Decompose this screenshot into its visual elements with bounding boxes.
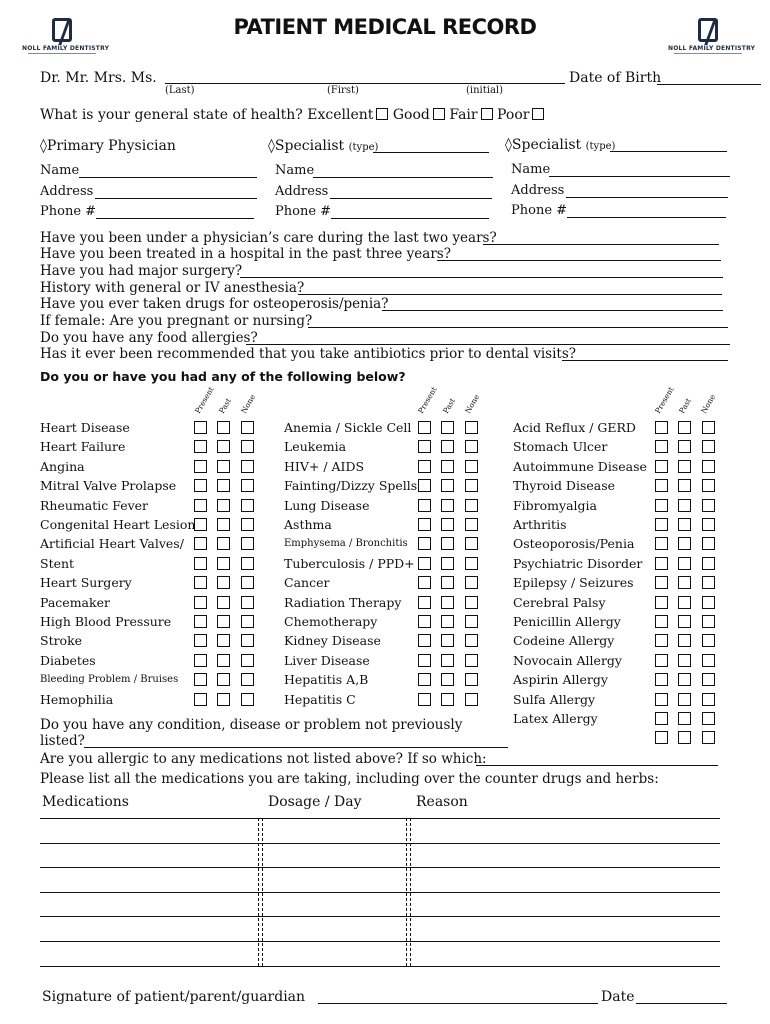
condition-label: Asthma bbox=[284, 517, 332, 532]
past-checkbox[interactable] bbox=[217, 596, 230, 609]
present-checkbox[interactable] bbox=[194, 557, 207, 570]
present-checkbox[interactable] bbox=[655, 673, 668, 686]
past-checkbox[interactable] bbox=[678, 712, 691, 725]
past-checkbox[interactable] bbox=[441, 654, 454, 667]
specialist2-phone-label: Phone # bbox=[511, 203, 568, 218]
question-other-condition: Do you have any condition, disease or problem not previously bbox=[40, 717, 463, 733]
present-checkbox[interactable] bbox=[194, 615, 207, 628]
past-checkbox[interactable] bbox=[441, 596, 454, 609]
present-checkbox[interactable] bbox=[655, 557, 668, 570]
present-checkbox[interactable] bbox=[194, 693, 207, 706]
none-checkbox[interactable] bbox=[465, 518, 478, 531]
past-checkbox[interactable] bbox=[441, 557, 454, 570]
present-checkbox[interactable] bbox=[655, 615, 668, 628]
other-condition-field[interactable] bbox=[84, 747, 508, 748]
first-name-caption: (First) bbox=[327, 85, 359, 96]
none-checkbox[interactable] bbox=[465, 693, 478, 706]
physician-address-field[interactable] bbox=[95, 198, 257, 199]
condition-label: Congenital Heart Lesion bbox=[40, 517, 196, 532]
past-checkbox[interactable] bbox=[217, 479, 230, 492]
logo-text: NOLL FAMILY DENTISTRY bbox=[22, 45, 110, 52]
none-checkbox[interactable] bbox=[702, 634, 715, 647]
condition-label: High Blood Pressure bbox=[40, 614, 172, 629]
dob-label: Date of Birth bbox=[569, 70, 662, 86]
answer-field[interactable] bbox=[437, 260, 721, 261]
signature-field[interactable] bbox=[318, 1003, 598, 1004]
present-checkbox[interactable] bbox=[655, 731, 668, 744]
logo-text: NOLL FAMILY DENTISTRY bbox=[668, 45, 756, 52]
none-checkbox[interactable] bbox=[702, 596, 715, 609]
medication-row-line[interactable] bbox=[40, 892, 720, 893]
medication-row-line[interactable] bbox=[40, 916, 720, 917]
initial-caption: (initial) bbox=[466, 85, 504, 96]
none-checkbox[interactable] bbox=[702, 712, 715, 725]
specialist2-phone-field[interactable] bbox=[567, 217, 726, 218]
past-checkbox[interactable] bbox=[441, 440, 454, 453]
last-name-caption: (Last) bbox=[165, 85, 195, 96]
condition-label: HIV+ / AIDS bbox=[284, 458, 365, 474]
condition-label: Heart Disease bbox=[40, 420, 130, 435]
answer-field[interactable] bbox=[298, 294, 722, 295]
none-checkbox[interactable] bbox=[465, 596, 478, 609]
condition-label: Emphysema / Bronchitis bbox=[284, 538, 408, 550]
present-checkbox[interactable] bbox=[418, 421, 431, 434]
none-checkbox[interactable] bbox=[702, 499, 715, 512]
present-checkbox[interactable] bbox=[655, 576, 668, 589]
past-checkbox[interactable] bbox=[678, 634, 691, 647]
past-checkbox[interactable] bbox=[441, 576, 454, 589]
past-checkbox[interactable] bbox=[678, 518, 691, 531]
present-checkbox[interactable] bbox=[655, 634, 668, 647]
condition-label: Fibromyalgia bbox=[513, 497, 597, 513]
none-checkbox[interactable] bbox=[465, 654, 478, 667]
present-checkbox[interactable] bbox=[418, 654, 431, 667]
condition-label: Osteoporosis/Penia bbox=[513, 536, 635, 552]
none-header: None bbox=[239, 392, 258, 415]
condition-label: Angina bbox=[40, 458, 85, 474]
specialist1-name-field[interactable] bbox=[313, 177, 493, 178]
dosage-header: Dosage / Day bbox=[268, 794, 362, 810]
condition-label: Leukemia bbox=[284, 439, 347, 455]
physician-name-field[interactable] bbox=[79, 177, 257, 178]
none-checkbox[interactable] bbox=[465, 557, 478, 570]
conditions-heading: Do you or have you had any of the following below? bbox=[40, 369, 406, 384]
condition-label: Cerebral Palsy bbox=[513, 594, 606, 610]
signature-label: Signature of patient/parent/guardian bbox=[42, 989, 306, 1005]
past-checkbox[interactable] bbox=[441, 615, 454, 628]
present-checkbox[interactable] bbox=[655, 479, 668, 492]
condition-label: Hemophilia bbox=[40, 691, 114, 707]
past-header: Past bbox=[677, 396, 694, 415]
condition-label: Psychiatric Disorder bbox=[513, 555, 643, 571]
none-checkbox[interactable] bbox=[702, 460, 715, 473]
none-header: None bbox=[463, 392, 482, 415]
past-checkbox[interactable] bbox=[678, 615, 691, 628]
medication-allergy-field[interactable] bbox=[476, 765, 718, 766]
none-checkbox[interactable] bbox=[241, 615, 254, 628]
present-checkbox[interactable] bbox=[418, 615, 431, 628]
reason-header: Reason bbox=[416, 794, 468, 810]
answer-field[interactable] bbox=[382, 310, 723, 311]
none-checkbox[interactable] bbox=[241, 479, 254, 492]
present-checkbox[interactable] bbox=[418, 673, 431, 686]
present-checkbox[interactable] bbox=[418, 518, 431, 531]
question-osteoporosis-drugs: Have you ever taken drugs for osteoperosis/penia? bbox=[40, 296, 389, 312]
past-checkbox[interactable] bbox=[217, 499, 230, 512]
column-separator bbox=[406, 818, 411, 966]
present-checkbox[interactable] bbox=[194, 499, 207, 512]
none-checkbox[interactable] bbox=[241, 440, 254, 453]
question-surgery: Have you had major surgery? bbox=[40, 263, 243, 279]
checkbox[interactable] bbox=[481, 108, 493, 120]
specialist2-address-field[interactable] bbox=[566, 197, 728, 198]
present-checkbox[interactable] bbox=[194, 460, 207, 473]
present-checkbox[interactable] bbox=[655, 712, 668, 725]
none-checkbox[interactable] bbox=[465, 421, 478, 434]
present-header: Present bbox=[193, 385, 216, 415]
specialist1-phone-label: Phone # bbox=[275, 204, 332, 219]
condition-label: Liver Disease bbox=[284, 652, 370, 668]
present-checkbox[interactable] bbox=[418, 537, 431, 550]
medication-row-line[interactable] bbox=[40, 818, 720, 819]
past-checkbox[interactable] bbox=[678, 460, 691, 473]
dob-field[interactable] bbox=[657, 84, 761, 85]
past-checkbox[interactable] bbox=[678, 440, 691, 453]
condition-label: Hepatitis C bbox=[284, 691, 356, 707]
question-anesthesia: History with general or IV anesthesia? bbox=[40, 280, 305, 296]
present-checkbox[interactable] bbox=[418, 460, 431, 473]
none-checkbox[interactable] bbox=[241, 557, 254, 570]
physician-name-label: Name bbox=[40, 163, 80, 178]
specialist2-name-field[interactable] bbox=[549, 176, 730, 177]
patient-name-field[interactable] bbox=[165, 83, 565, 84]
none-checkbox[interactable] bbox=[702, 557, 715, 570]
present-header: Present bbox=[416, 385, 439, 415]
none-checkbox[interactable] bbox=[702, 731, 715, 744]
condition-label: Novocain Allergy bbox=[513, 652, 622, 668]
condition-label: Rheumatic Fever bbox=[40, 497, 149, 513]
present-checkbox[interactable] bbox=[655, 654, 668, 667]
present-checkbox[interactable] bbox=[418, 499, 431, 512]
answer-field[interactable] bbox=[308, 327, 728, 328]
none-checkbox[interactable] bbox=[465, 440, 478, 453]
present-checkbox[interactable] bbox=[194, 479, 207, 492]
past-checkbox[interactable] bbox=[441, 518, 454, 531]
checkbox[interactable] bbox=[376, 108, 388, 120]
none-checkbox[interactable] bbox=[465, 460, 478, 473]
past-checkbox[interactable] bbox=[678, 557, 691, 570]
present-checkbox[interactable] bbox=[655, 537, 668, 550]
question-hospital: Have you been treated in a hospital in the past three years? bbox=[40, 246, 451, 262]
past-checkbox[interactable] bbox=[441, 499, 454, 512]
condition-label: Codeine Allergy bbox=[513, 633, 615, 649]
present-checkbox[interactable] bbox=[194, 654, 207, 667]
present-checkbox[interactable] bbox=[418, 596, 431, 609]
past-checkbox[interactable] bbox=[217, 693, 230, 706]
present-checkbox[interactable] bbox=[194, 634, 207, 647]
date-field[interactable] bbox=[636, 1003, 727, 1004]
checkbox[interactable] bbox=[532, 108, 544, 120]
condition-label: Thyroid Disease bbox=[513, 478, 616, 494]
none-header: None bbox=[699, 392, 718, 415]
salutation-label: Dr. Mr. Mrs. Ms. bbox=[40, 70, 157, 86]
physician-phone-field[interactable] bbox=[96, 218, 254, 219]
past-checkbox[interactable] bbox=[441, 460, 454, 473]
past-header: Past bbox=[441, 396, 458, 415]
present-checkbox[interactable] bbox=[655, 440, 668, 453]
none-checkbox[interactable] bbox=[241, 576, 254, 589]
none-checkbox[interactable] bbox=[241, 537, 254, 550]
date-label: Date bbox=[601, 989, 635, 1005]
medication-row-line[interactable] bbox=[40, 843, 720, 844]
question-pregnant: If female: Are you pregnant or nursing? bbox=[40, 313, 313, 329]
past-checkbox[interactable] bbox=[441, 693, 454, 706]
present-checkbox[interactable] bbox=[194, 596, 207, 609]
specialist2-name-label: Name bbox=[511, 162, 551, 177]
medications-instruction: Please list all the medications you are taking, including over the counter drugs and herbs: bbox=[40, 771, 659, 787]
past-checkbox[interactable] bbox=[678, 673, 691, 686]
health-option-good[interactable]: Good bbox=[393, 107, 445, 123]
none-checkbox[interactable] bbox=[465, 479, 478, 492]
none-checkbox[interactable] bbox=[702, 576, 715, 589]
condition-label: Aspirin Allergy bbox=[513, 672, 608, 688]
past-checkbox[interactable] bbox=[678, 576, 691, 589]
physician-address-label: Address bbox=[40, 184, 94, 199]
condition-label: Mitral Valve Prolapse bbox=[40, 478, 177, 494]
past-checkbox[interactable] bbox=[441, 673, 454, 686]
specialist-heading-2: ◊Specialist (type) bbox=[505, 137, 616, 153]
past-checkbox[interactable] bbox=[217, 673, 230, 686]
past-checkbox[interactable] bbox=[441, 537, 454, 550]
past-checkbox[interactable] bbox=[678, 596, 691, 609]
condition-label: Bleeding Problem / Bruises bbox=[40, 674, 179, 686]
condition-label: Arthritis bbox=[513, 517, 567, 532]
past-checkbox[interactable] bbox=[678, 479, 691, 492]
answer-field[interactable] bbox=[246, 344, 730, 345]
condition-label: Epilepsy / Seizures bbox=[513, 575, 634, 591]
condition-label: Diabetes bbox=[40, 652, 96, 668]
past-checkbox[interactable] bbox=[217, 615, 230, 628]
past-checkbox[interactable] bbox=[678, 537, 691, 550]
past-checkbox[interactable] bbox=[217, 557, 230, 570]
medications-header: Medications bbox=[42, 794, 129, 810]
none-checkbox[interactable] bbox=[465, 615, 478, 628]
present-checkbox[interactable] bbox=[418, 479, 431, 492]
none-checkbox[interactable] bbox=[241, 518, 254, 531]
condition-label: Penicillin Allergy bbox=[513, 614, 621, 629]
condition-label: Cancer bbox=[284, 575, 330, 591]
primary-physician-heading: ◊Primary Physician bbox=[40, 138, 176, 154]
answer-field[interactable] bbox=[483, 244, 719, 245]
question-food-allergies: Do you have any food allergies? bbox=[40, 330, 258, 346]
specialist1-address-field[interactable] bbox=[330, 198, 492, 199]
question-physician-care: Have you been under a physician’s care during the last two years? bbox=[40, 230, 497, 246]
past-checkbox[interactable] bbox=[678, 693, 691, 706]
medication-row-line[interactable] bbox=[40, 867, 720, 868]
none-checkbox[interactable] bbox=[702, 654, 715, 667]
condition-label: Kidney Disease bbox=[284, 633, 381, 649]
condition-label: Tuberculosis / PPD+ bbox=[284, 555, 415, 571]
specialist-type-field-2[interactable] bbox=[610, 151, 727, 152]
none-checkbox[interactable] bbox=[702, 421, 715, 434]
condition-label: Heart Failure bbox=[40, 439, 126, 455]
past-checkbox[interactable] bbox=[441, 421, 454, 434]
none-checkbox[interactable] bbox=[465, 634, 478, 647]
none-checkbox[interactable] bbox=[241, 654, 254, 667]
past-checkbox[interactable] bbox=[678, 499, 691, 512]
past-header: Past bbox=[217, 396, 234, 415]
health-option-poor[interactable]: Poor bbox=[497, 107, 544, 123]
past-checkbox[interactable] bbox=[678, 654, 691, 667]
page-title: PATIENT MEDICAL RECORD bbox=[233, 15, 537, 39]
medication-row-line[interactable] bbox=[40, 941, 720, 942]
none-checkbox[interactable] bbox=[241, 460, 254, 473]
condition-label: Lung Disease bbox=[284, 497, 370, 513]
condition-label: Radiation Therapy bbox=[284, 594, 402, 610]
none-checkbox[interactable] bbox=[702, 615, 715, 628]
present-checkbox[interactable] bbox=[655, 693, 668, 706]
past-checkbox[interactable] bbox=[217, 460, 230, 473]
present-checkbox[interactable] bbox=[194, 440, 207, 453]
question-other-condition-cont: listed? bbox=[40, 733, 85, 749]
question-medication-allergy: Are you allergic to any medications not listed above? If so which: bbox=[40, 751, 487, 767]
none-checkbox[interactable] bbox=[702, 440, 715, 453]
condition-label: Anemia / Sickle Cell bbox=[284, 420, 412, 435]
condition-label: Fainting/Dizzy Spells bbox=[284, 478, 418, 494]
past-checkbox[interactable] bbox=[217, 518, 230, 531]
none-checkbox[interactable] bbox=[702, 673, 715, 686]
none-checkbox[interactable] bbox=[702, 537, 715, 550]
specialist2-address-label: Address bbox=[511, 183, 565, 198]
past-checkbox[interactable] bbox=[217, 654, 230, 667]
answer-field[interactable] bbox=[240, 277, 723, 278]
none-checkbox[interactable] bbox=[702, 693, 715, 706]
present-header: Present bbox=[653, 385, 676, 415]
present-checkbox[interactable] bbox=[655, 596, 668, 609]
condition-label: Stent bbox=[40, 555, 75, 571]
past-checkbox[interactable] bbox=[217, 440, 230, 453]
specialist1-phone-field[interactable] bbox=[331, 218, 489, 219]
specialist1-name-label: Name bbox=[275, 163, 315, 178]
past-checkbox[interactable] bbox=[678, 421, 691, 434]
past-checkbox[interactable] bbox=[217, 421, 230, 434]
present-checkbox[interactable] bbox=[418, 576, 431, 589]
present-checkbox[interactable] bbox=[655, 421, 668, 434]
column-separator bbox=[258, 818, 263, 966]
present-checkbox[interactable] bbox=[655, 518, 668, 531]
past-checkbox[interactable] bbox=[678, 731, 691, 744]
none-checkbox[interactable] bbox=[702, 518, 715, 531]
medication-row-line[interactable] bbox=[40, 966, 720, 967]
past-checkbox[interactable] bbox=[217, 576, 230, 589]
health-option-excellent[interactable]: Excellent bbox=[307, 107, 388, 123]
none-checkbox[interactable] bbox=[465, 499, 478, 512]
condition-label: Chemotherapy bbox=[284, 614, 378, 629]
specialist1-address-label: Address bbox=[275, 184, 329, 199]
present-checkbox[interactable] bbox=[655, 460, 668, 473]
none-checkbox[interactable] bbox=[702, 479, 715, 492]
past-checkbox[interactable] bbox=[217, 537, 230, 550]
condition-label: Artificial Heart Valves/ bbox=[40, 536, 184, 552]
specialist-type-field-1[interactable] bbox=[373, 152, 489, 153]
past-checkbox[interactable] bbox=[441, 634, 454, 647]
condition-label: Pacemaker bbox=[40, 594, 110, 610]
present-checkbox[interactable] bbox=[655, 499, 668, 512]
present-checkbox[interactable] bbox=[194, 537, 207, 550]
specialist-heading-1: ◊Specialist (type) bbox=[268, 138, 379, 154]
answer-field[interactable] bbox=[562, 360, 728, 361]
past-checkbox[interactable] bbox=[217, 634, 230, 647]
none-checkbox[interactable] bbox=[241, 693, 254, 706]
condition-label: Stroke bbox=[40, 633, 83, 649]
present-checkbox[interactable] bbox=[418, 693, 431, 706]
none-checkbox[interactable] bbox=[241, 673, 254, 686]
present-checkbox[interactable] bbox=[194, 673, 207, 686]
health-row bbox=[40, 107, 544, 123]
present-checkbox[interactable] bbox=[194, 421, 207, 434]
health-option-fair[interactable]: Fair bbox=[449, 107, 492, 123]
condition-label: Latex Allergy bbox=[513, 711, 598, 726]
condition-label: Autoimmune Disease bbox=[513, 458, 647, 474]
past-checkbox[interactable] bbox=[441, 479, 454, 492]
condition-label: Hepatitis A,B bbox=[284, 672, 369, 688]
condition-label: Sulfa Allergy bbox=[513, 691, 596, 707]
none-checkbox[interactable] bbox=[241, 499, 254, 512]
present-checkbox[interactable] bbox=[418, 557, 431, 570]
physician-phone-label: Phone # bbox=[40, 204, 97, 219]
none-checkbox[interactable] bbox=[241, 634, 254, 647]
condition-label: Stomach Ulcer bbox=[513, 439, 608, 455]
health-question: What is your general state of health? bbox=[40, 107, 303, 123]
none-checkbox[interactable] bbox=[465, 537, 478, 550]
present-checkbox[interactable] bbox=[418, 440, 431, 453]
question-antibiotics: Has it ever been recommended that you take antibiotics prior to dental visits? bbox=[40, 346, 576, 362]
checkbox[interactable] bbox=[433, 108, 445, 120]
present-checkbox[interactable] bbox=[418, 634, 431, 647]
none-checkbox[interactable] bbox=[465, 673, 478, 686]
none-checkbox[interactable] bbox=[241, 596, 254, 609]
present-checkbox[interactable] bbox=[194, 518, 207, 531]
condition-label: Acid Reflux / GERD bbox=[513, 420, 636, 435]
none-checkbox[interactable] bbox=[465, 576, 478, 589]
present-checkbox[interactable] bbox=[194, 576, 207, 589]
condition-label: Heart Surgery bbox=[40, 575, 132, 591]
none-checkbox[interactable] bbox=[241, 421, 254, 434]
